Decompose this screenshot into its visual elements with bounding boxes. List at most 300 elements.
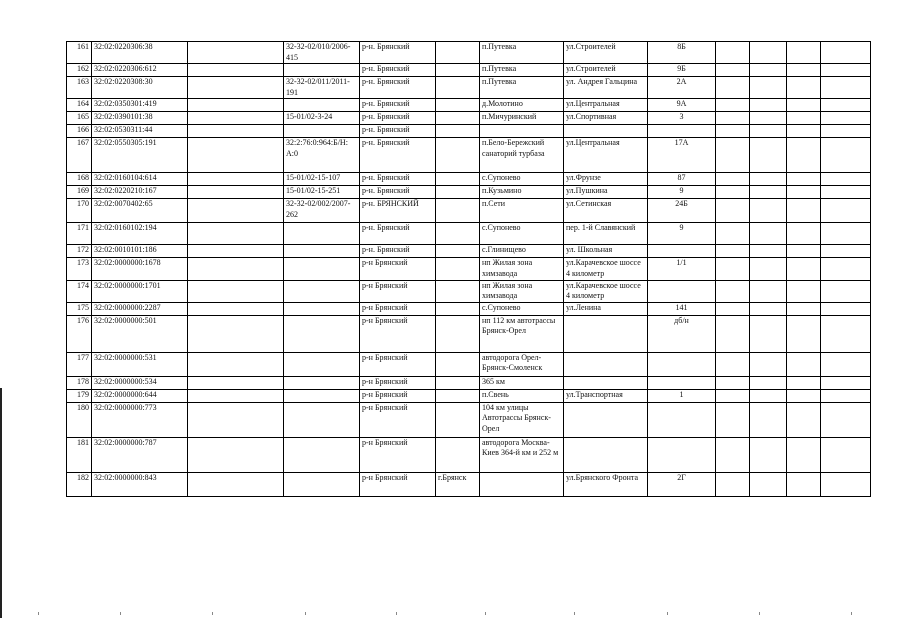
cell-blank — [188, 173, 284, 186]
cell-settlement: автодорога Москва-Киев 364-й км и 252 м — [480, 437, 564, 472]
cell-city — [436, 402, 480, 437]
table-row — [67, 112, 871, 125]
cell-district: р-н. Брянский — [360, 99, 436, 112]
cell-reg — [284, 472, 360, 496]
table-row — [67, 280, 871, 302]
cell-empty — [750, 173, 787, 186]
cell-no: 170 — [67, 199, 92, 223]
cell-empty — [787, 64, 821, 77]
cell-street — [564, 352, 648, 376]
cell-empty — [750, 258, 787, 280]
cell-city — [436, 437, 480, 472]
cell-no: 175 — [67, 302, 92, 315]
cell-empty — [787, 472, 821, 496]
cell-empty — [821, 138, 871, 173]
cell-empty — [787, 173, 821, 186]
cell-empty — [821, 280, 871, 302]
cell-blank — [188, 315, 284, 352]
cell-blank — [188, 280, 284, 302]
table-row — [67, 376, 871, 389]
cell-reg — [284, 125, 360, 138]
cell-empty — [716, 472, 750, 496]
cell-district: р-н Брянский — [360, 389, 436, 402]
cell-empty — [750, 376, 787, 389]
cell-empty — [787, 125, 821, 138]
cell-city — [436, 376, 480, 389]
cell-cadastral: 32:02:0220308:30 — [92, 77, 188, 99]
cell-street — [564, 376, 648, 389]
cell-reg — [284, 280, 360, 302]
cell-house — [648, 437, 716, 472]
cell-empty — [750, 125, 787, 138]
cell-cadastral: 32:02:0220306:38 — [92, 42, 188, 64]
table-row — [67, 186, 871, 199]
cell-street: ул. Школьная — [564, 245, 648, 258]
cell-empty — [821, 64, 871, 77]
cell-street: ул.Центральная — [564, 99, 648, 112]
cell-cadastral: 32:02:0000000:843 — [92, 472, 188, 496]
cell-blank — [188, 258, 284, 280]
cell-house: 24Б — [648, 199, 716, 223]
cell-cadastral: 32:02:0000000:773 — [92, 402, 188, 437]
cell-blank — [188, 223, 284, 245]
cell-house — [648, 352, 716, 376]
cell-city — [436, 280, 480, 302]
cell-empty — [787, 402, 821, 437]
cell-reg — [284, 389, 360, 402]
cell-street: ул. Андрея Гальцина — [564, 77, 648, 99]
cell-empty — [821, 112, 871, 125]
cell-empty — [716, 402, 750, 437]
cell-settlement: д.Молотино — [480, 99, 564, 112]
cell-city — [436, 199, 480, 223]
cell-street: ул.Сетинская — [564, 199, 648, 223]
cell-empty — [821, 245, 871, 258]
cell-empty — [787, 376, 821, 389]
cell-cadastral: 32:02:0000000:534 — [92, 376, 188, 389]
property-registry-table — [66, 41, 871, 497]
cell-blank — [188, 42, 284, 64]
cell-empty — [821, 125, 871, 138]
cell-blank — [188, 352, 284, 376]
cell-settlement: 104 км улицы Автотрассы Брянск-Орел — [480, 402, 564, 437]
table-row — [67, 125, 871, 138]
cell-blank — [188, 138, 284, 173]
cell-no: 166 — [67, 125, 92, 138]
cell-blank — [188, 112, 284, 125]
cell-house: 9 — [648, 223, 716, 245]
cell-reg: 15-01/02-15-251 — [284, 186, 360, 199]
cell-street: ул.Брянского Фронта — [564, 472, 648, 496]
cell-district: р-н. БРЯНСКИЙ — [360, 199, 436, 223]
cell-district: р-н. Брянский — [360, 186, 436, 199]
cell-empty — [750, 315, 787, 352]
cell-settlement: нп 112 км автотрассы Брянск-Орел — [480, 315, 564, 352]
cell-street: ул.Карачевское шоссе 4 километр — [564, 258, 648, 280]
cell-street: ул.Ленина — [564, 302, 648, 315]
cell-empty — [787, 302, 821, 315]
cell-city — [436, 315, 480, 352]
cell-house — [648, 125, 716, 138]
cell-empty — [750, 42, 787, 64]
cell-empty — [787, 352, 821, 376]
cell-empty — [787, 258, 821, 280]
cell-cadastral: 32:02:0530311:44 — [92, 125, 188, 138]
cell-empty — [750, 199, 787, 223]
cell-empty — [821, 376, 871, 389]
cell-cadastral: 32:02:0160102:194 — [92, 223, 188, 245]
cell-district: р-н Брянский — [360, 302, 436, 315]
cell-reg — [284, 302, 360, 315]
cell-reg — [284, 437, 360, 472]
cell-no: 171 — [67, 223, 92, 245]
cell-cadastral: 32:02:0160104:614 — [92, 173, 188, 186]
cell-empty — [787, 99, 821, 112]
cell-house: 3 — [648, 112, 716, 125]
cell-settlement: п.Кузьмино — [480, 186, 564, 199]
cell-street — [564, 402, 648, 437]
table-row — [67, 99, 871, 112]
cell-blank — [188, 389, 284, 402]
cell-district: р-н Брянский — [360, 376, 436, 389]
cell-blank — [188, 186, 284, 199]
cell-blank — [188, 199, 284, 223]
table-row — [67, 402, 871, 437]
cell-house: 9А — [648, 99, 716, 112]
cell-city — [436, 186, 480, 199]
cell-street: ул.Строителей — [564, 42, 648, 64]
table-row — [67, 315, 871, 352]
cell-empty — [787, 138, 821, 173]
cell-empty — [787, 199, 821, 223]
cell-empty — [821, 223, 871, 245]
cell-house: дб/н — [648, 315, 716, 352]
cell-empty — [716, 77, 750, 99]
cell-reg — [284, 64, 360, 77]
cell-city — [436, 42, 480, 64]
table-row — [67, 437, 871, 472]
cell-district: р-н Брянский — [360, 315, 436, 352]
cell-reg: 32-32-02/011/2011-191 — [284, 77, 360, 99]
cell-city — [436, 173, 480, 186]
cell-cadastral: 32:02:0000000:531 — [92, 352, 188, 376]
cell-reg: 32:2:76:0:964:Б/Н: А:0 — [284, 138, 360, 173]
cell-blank — [188, 402, 284, 437]
cell-cadastral: 32:02:0070402:65 — [92, 199, 188, 223]
cell-blank — [188, 245, 284, 258]
table-row — [67, 42, 871, 64]
cell-no: 164 — [67, 99, 92, 112]
cell-street — [564, 437, 648, 472]
cell-street: ул.Карачевское шоссе 4 километр — [564, 280, 648, 302]
cell-no: 177 — [67, 352, 92, 376]
cell-house — [648, 280, 716, 302]
cell-district: р-н Брянский — [360, 280, 436, 302]
scan-edge-line — [0, 388, 2, 618]
cell-empty — [821, 42, 871, 64]
cell-empty — [821, 199, 871, 223]
cell-city — [436, 245, 480, 258]
cell-settlement — [480, 125, 564, 138]
cell-empty — [821, 173, 871, 186]
table-row — [67, 389, 871, 402]
cell-empty — [750, 186, 787, 199]
cell-district: р-н Брянский — [360, 352, 436, 376]
cell-reg — [284, 99, 360, 112]
cell-settlement: с.Супонево — [480, 223, 564, 245]
registry-table-body — [67, 42, 871, 497]
cell-street — [564, 315, 648, 352]
cell-city — [436, 112, 480, 125]
cell-reg — [284, 402, 360, 437]
cell-empty — [787, 280, 821, 302]
cell-house: 8Б — [648, 42, 716, 64]
cell-settlement: п.Свень — [480, 389, 564, 402]
cell-empty — [821, 437, 871, 472]
cell-blank — [188, 437, 284, 472]
cell-settlement: п.Путевка — [480, 42, 564, 64]
cell-house: 1/1 — [648, 258, 716, 280]
cell-empty — [787, 389, 821, 402]
cell-cadastral: 32:02:0010101:186 — [92, 245, 188, 258]
cell-street: ул.Фрунзе — [564, 173, 648, 186]
cell-cadastral: 32:02:0220306:612 — [92, 64, 188, 77]
cell-blank — [188, 472, 284, 496]
cell-empty — [716, 223, 750, 245]
cell-empty — [821, 99, 871, 112]
cell-city — [436, 258, 480, 280]
cell-blank — [188, 302, 284, 315]
cell-cadastral: 32:02:0550305:191 — [92, 138, 188, 173]
cell-empty — [750, 472, 787, 496]
cell-settlement — [480, 472, 564, 496]
cell-cadastral: 32:02:0390101:38 — [92, 112, 188, 125]
cell-house: 17А — [648, 138, 716, 173]
cell-street — [564, 125, 648, 138]
table-row — [67, 258, 871, 280]
cell-empty — [716, 437, 750, 472]
cell-empty — [750, 402, 787, 437]
cell-settlement: п.Путевка — [480, 77, 564, 99]
cell-house: 9Б — [648, 64, 716, 77]
cell-empty — [750, 389, 787, 402]
table-row — [67, 245, 871, 258]
cell-settlement: автодорога Орел-Брянск-Смоленск — [480, 352, 564, 376]
cell-empty — [716, 138, 750, 173]
cell-empty — [716, 258, 750, 280]
cell-house — [648, 245, 716, 258]
cell-settlement: п.Путевка — [480, 64, 564, 77]
cell-empty — [821, 315, 871, 352]
cell-reg: 15-01/02-3-24 — [284, 112, 360, 125]
cell-empty — [716, 186, 750, 199]
cell-blank — [188, 77, 284, 99]
cell-district: р-н. Брянский — [360, 125, 436, 138]
cell-no: 179 — [67, 389, 92, 402]
cell-city — [436, 125, 480, 138]
cell-house: 1 — [648, 389, 716, 402]
table-row — [67, 472, 871, 496]
cell-cadastral: 32:02:0220210:167 — [92, 186, 188, 199]
cell-no: 178 — [67, 376, 92, 389]
cell-empty — [716, 173, 750, 186]
table-row — [67, 302, 871, 315]
cell-city — [436, 64, 480, 77]
cell-settlement: п.Бело-Бережский санаторий турбаза — [480, 138, 564, 173]
cell-settlement: п.Сети — [480, 199, 564, 223]
cell-empty — [821, 77, 871, 99]
cell-empty — [716, 352, 750, 376]
cell-empty — [716, 376, 750, 389]
cell-empty — [716, 42, 750, 64]
cell-city — [436, 389, 480, 402]
cell-empty — [750, 64, 787, 77]
cell-reg — [284, 258, 360, 280]
cell-empty — [750, 112, 787, 125]
cell-district: р-н Брянский — [360, 472, 436, 496]
cell-empty — [787, 112, 821, 125]
cell-no: 162 — [67, 64, 92, 77]
cell-reg: 32-32-02/002/2007-262 — [284, 199, 360, 223]
cell-cadastral: 32:02:0000000:501 — [92, 315, 188, 352]
cell-empty — [787, 42, 821, 64]
table-row — [67, 199, 871, 223]
cell-empty — [750, 223, 787, 245]
cell-reg — [284, 315, 360, 352]
cell-district: р-н. Брянский — [360, 77, 436, 99]
cell-city — [436, 138, 480, 173]
cell-house: 2А — [648, 77, 716, 99]
cell-no: 181 — [67, 437, 92, 472]
cell-cadastral: 32:02:0000000:1678 — [92, 258, 188, 280]
cell-empty — [787, 245, 821, 258]
cell-cadastral: 32:02:0350301:419 — [92, 99, 188, 112]
cell-no: 165 — [67, 112, 92, 125]
scan-bottom-marks — [0, 612, 905, 622]
cell-empty — [716, 302, 750, 315]
cell-district: р-н. Брянский — [360, 42, 436, 64]
cell-no: 163 — [67, 77, 92, 99]
cell-cadastral: 32:02:0000000:644 — [92, 389, 188, 402]
cell-reg: 32-32-02/010/2006-415 — [284, 42, 360, 64]
cell-district: р-н. Брянский — [360, 112, 436, 125]
cell-empty — [750, 302, 787, 315]
cell-street: ул.Центральная — [564, 138, 648, 173]
cell-house: 87 — [648, 173, 716, 186]
cell-district: р-н. Брянский — [360, 245, 436, 258]
table-row — [67, 173, 871, 186]
cell-district: р-н Брянский — [360, 402, 436, 437]
cell-empty — [750, 245, 787, 258]
cell-city — [436, 223, 480, 245]
cell-city — [436, 302, 480, 315]
cell-empty — [750, 352, 787, 376]
cell-empty — [787, 186, 821, 199]
table-row — [67, 352, 871, 376]
cell-house: 2Г — [648, 472, 716, 496]
cell-empty — [716, 99, 750, 112]
cell-reg — [284, 376, 360, 389]
cell-settlement: нп Жилая зона химзавода — [480, 280, 564, 302]
cell-settlement: 365 км — [480, 376, 564, 389]
cell-district: р-н. Брянский — [360, 64, 436, 77]
cell-district: р-н. Брянский — [360, 173, 436, 186]
cell-settlement: с.Супонево — [480, 302, 564, 315]
cell-street: пер. 1-й Славянский — [564, 223, 648, 245]
cell-blank — [188, 376, 284, 389]
cell-house — [648, 402, 716, 437]
cell-no: 169 — [67, 186, 92, 199]
cell-no: 182 — [67, 472, 92, 496]
cell-empty — [821, 186, 871, 199]
cell-no: 172 — [67, 245, 92, 258]
cell-city: г.Брянск — [436, 472, 480, 496]
cell-settlement: нп Жилая зона химзавода — [480, 258, 564, 280]
cell-reg — [284, 223, 360, 245]
cell-empty — [716, 315, 750, 352]
cell-no: 174 — [67, 280, 92, 302]
cell-cadastral: 32:02:0000000:787 — [92, 437, 188, 472]
cell-no: 176 — [67, 315, 92, 352]
cell-empty — [750, 437, 787, 472]
cell-empty — [716, 199, 750, 223]
cell-empty — [716, 64, 750, 77]
cell-district: р-н. Брянский — [360, 138, 436, 173]
cell-city — [436, 99, 480, 112]
cell-empty — [787, 77, 821, 99]
cell-empty — [821, 352, 871, 376]
cell-district: р-н Брянский — [360, 258, 436, 280]
cell-no: 173 — [67, 258, 92, 280]
cell-settlement: п.Мичуринский — [480, 112, 564, 125]
cell-district: р-н. Брянский — [360, 223, 436, 245]
cell-cadastral: 32:02:0000000:1701 — [92, 280, 188, 302]
cell-street: ул.Строителей — [564, 64, 648, 77]
cell-district: р-н Брянский — [360, 437, 436, 472]
cell-empty — [716, 389, 750, 402]
cell-empty — [821, 402, 871, 437]
cell-cadastral: 32:02:0000000:2287 — [92, 302, 188, 315]
cell-no: 180 — [67, 402, 92, 437]
cell-empty — [716, 245, 750, 258]
cell-street: ул.Спортивная — [564, 112, 648, 125]
cell-empty — [716, 112, 750, 125]
cell-empty — [821, 389, 871, 402]
cell-reg — [284, 245, 360, 258]
cell-blank — [188, 64, 284, 77]
cell-empty — [750, 99, 787, 112]
cell-no: 167 — [67, 138, 92, 173]
cell-empty — [821, 302, 871, 315]
cell-empty — [750, 138, 787, 173]
cell-blank — [188, 125, 284, 138]
cell-house — [648, 376, 716, 389]
cell-empty — [787, 437, 821, 472]
table-row — [67, 223, 871, 245]
cell-empty — [750, 77, 787, 99]
cell-no: 168 — [67, 173, 92, 186]
cell-empty — [716, 280, 750, 302]
table-row — [67, 77, 871, 99]
cell-settlement: с.Супонево — [480, 173, 564, 186]
cell-reg: 15-01/02-15-107 — [284, 173, 360, 186]
cell-blank — [188, 99, 284, 112]
table-row — [67, 138, 871, 173]
cell-city — [436, 77, 480, 99]
cell-settlement: с.Глинищево — [480, 245, 564, 258]
cell-empty — [787, 315, 821, 352]
cell-house: 141 — [648, 302, 716, 315]
